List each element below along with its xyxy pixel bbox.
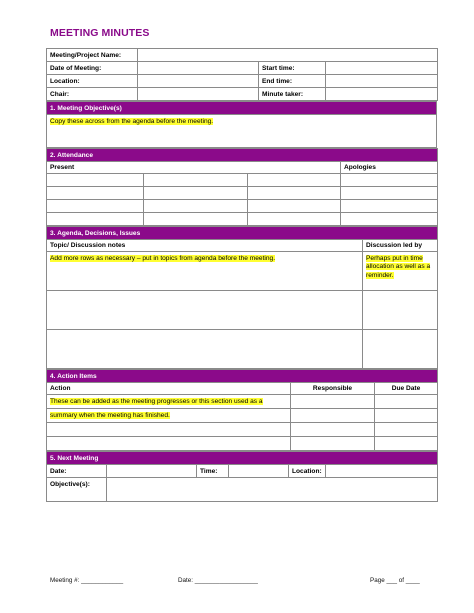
objectives-section: [46, 101, 437, 148]
start-time-label: Start time:: [259, 62, 326, 75]
responsible-cell[interactable]: [291, 437, 375, 451]
attendance-cell[interactable]: [248, 174, 341, 187]
chair-label: Chair:: [47, 88, 138, 101]
attendance-cell[interactable]: [47, 174, 144, 187]
location-field[interactable]: [138, 75, 259, 88]
responsible-cell[interactable]: [291, 423, 375, 437]
next-time-label: Time:: [197, 465, 229, 478]
meeting-date-label: Date of Meeting:: [47, 62, 138, 75]
due-date-header: Due Date: [375, 383, 438, 395]
action-hint-line-1: These can be added as the meeting progresses or this section used as a: [50, 398, 263, 405]
next-location-label: Location:: [289, 465, 326, 478]
agenda-led-cell[interactable]: [363, 330, 438, 369]
action-header: Action: [47, 383, 291, 395]
due-date-cell[interactable]: [375, 409, 438, 423]
agenda-section-title: 3. Agenda, Decisions, Issues: [47, 227, 438, 240]
due-date-cell[interactable]: [375, 395, 438, 409]
action-cell[interactable]: [47, 423, 291, 437]
attendance-cell[interactable]: [341, 174, 438, 187]
objectives-section-title: 1. Meeting Objective(s): [47, 102, 437, 115]
action-hint-line-2: summary when the meeting has finished.: [50, 412, 170, 419]
footer-page-number: Page ___ of ____: [370, 577, 420, 584]
footer-date: Date: __________________: [178, 577, 258, 584]
discussion-led-header: Discussion led by: [363, 240, 438, 252]
next-objectives-field[interactable]: [107, 478, 438, 502]
project-name-label: Meeting/Project Name:: [47, 49, 138, 62]
attendance-cell[interactable]: [341, 187, 438, 200]
next-location-field[interactable]: [326, 465, 438, 478]
attendance-cell[interactable]: [248, 187, 341, 200]
action-cell[interactable]: [47, 437, 291, 451]
responsible-cell[interactable]: [291, 395, 375, 409]
agenda-topic-cell[interactable]: [47, 330, 363, 369]
attendance-cell[interactable]: [248, 200, 341, 213]
agenda-topic-cell[interactable]: [47, 291, 363, 330]
due-date-cell[interactable]: [375, 423, 438, 437]
responsible-cell[interactable]: [291, 409, 375, 423]
agenda-hint: Add more rows as necessary – put in topics from agenda before the meeting.: [50, 255, 276, 262]
attendance-cell[interactable]: [341, 200, 438, 213]
end-time-label: End time:: [259, 75, 326, 88]
due-date-cell[interactable]: [375, 437, 438, 451]
next-date-field[interactable]: [107, 465, 197, 478]
minutes-form: [46, 48, 437, 496]
next-date-label: Date:: [47, 465, 107, 478]
objectives-field[interactable]: [47, 115, 437, 148]
location-label: Location:: [47, 75, 138, 88]
meeting-header-table: [46, 48, 438, 101]
agenda-topic-cell[interactable]: [47, 252, 363, 291]
attendance-cell[interactable]: [144, 174, 248, 187]
agenda-section: [46, 226, 438, 369]
action-cell[interactable]: [47, 395, 291, 409]
next-objectives-label: Objective(s):: [47, 478, 107, 502]
attendance-cell[interactable]: [47, 200, 144, 213]
attendance-cell[interactable]: [248, 213, 341, 226]
topic-header: Topic/ Discussion notes: [47, 240, 363, 252]
attendance-cell[interactable]: [47, 187, 144, 200]
action-items-section: [46, 369, 438, 451]
page-title: MEETING MINUTES: [50, 27, 150, 39]
next-meeting-section-title: 5. Next Meeting: [47, 452, 438, 465]
agenda-led-hint: Perhaps put in time allocation as well as a reminder.: [366, 255, 431, 279]
objectives-hint: Copy these across from the agenda before the meeting.: [50, 118, 214, 125]
next-time-field[interactable]: [229, 465, 289, 478]
attendance-section-title: 2. Attendance: [47, 149, 438, 162]
responsible-header: Responsible: [291, 383, 375, 395]
end-time-field[interactable]: [326, 75, 438, 88]
meeting-date-field[interactable]: [138, 62, 259, 75]
project-name-field[interactable]: [138, 49, 438, 62]
action-cell[interactable]: [47, 409, 291, 423]
attendance-cell[interactable]: [144, 187, 248, 200]
minute-taker-field[interactable]: [326, 88, 438, 101]
minute-taker-label: Minute taker:: [259, 88, 326, 101]
action-items-section-title: 4. Action Items: [47, 370, 438, 383]
next-meeting-section: [46, 451, 438, 502]
footer-meeting-number: Meeting #: ____________: [50, 577, 124, 584]
attendance-cell[interactable]: [341, 213, 438, 226]
attendance-cell[interactable]: [144, 213, 248, 226]
apologies-header: Apologies: [341, 162, 438, 174]
chair-field[interactable]: [138, 88, 259, 101]
attendance-cell[interactable]: [144, 200, 248, 213]
attendance-section: [46, 148, 438, 226]
start-time-field[interactable]: [326, 62, 438, 75]
present-header: Present: [47, 162, 341, 174]
attendance-cell[interactable]: [47, 213, 144, 226]
agenda-led-cell[interactable]: [363, 291, 438, 330]
agenda-led-cell[interactable]: [363, 252, 438, 291]
